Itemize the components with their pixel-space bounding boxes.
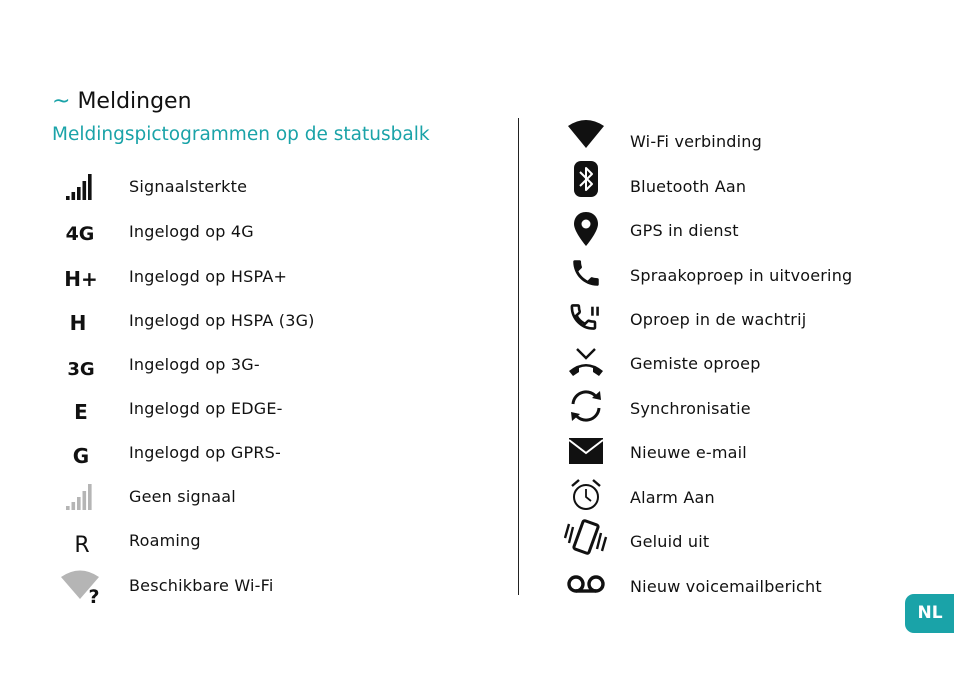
list-item xyxy=(564,344,924,384)
vibrate-icon xyxy=(564,522,608,562)
item-label: Synchronisatie xyxy=(630,399,751,418)
signal-full-icon xyxy=(58,167,102,207)
item-label: GPS in dienst xyxy=(630,221,739,240)
title-tilde: ~ xyxy=(52,89,71,114)
svg-text:4G: 4G xyxy=(65,223,95,245)
item-label: Alarm Aan xyxy=(630,488,715,507)
list-item xyxy=(58,477,498,517)
item-label: Ingelogd op GPRS- xyxy=(129,443,282,462)
item-label: Ingelogd op 4G xyxy=(129,222,254,241)
title-text: Meldingen xyxy=(77,89,192,114)
list-item xyxy=(564,256,924,296)
item-label: Wi-Fi verbinding xyxy=(630,132,762,151)
list-item xyxy=(564,389,924,429)
phone-call-icon xyxy=(564,256,608,296)
list-item xyxy=(58,212,498,252)
list-item xyxy=(58,566,498,606)
item-label: Geen signaal xyxy=(129,487,236,506)
list-item xyxy=(58,167,498,207)
svg-text:3G: 3G xyxy=(67,359,95,380)
network-h-icon xyxy=(58,301,102,341)
network-4g-icon xyxy=(58,212,102,252)
bluetooth-icon xyxy=(564,167,608,207)
list-item xyxy=(564,211,924,251)
item-label: Nieuw voicemailbericht xyxy=(630,577,822,596)
network-3g-icon xyxy=(58,345,102,385)
list-item xyxy=(564,167,924,207)
list-item xyxy=(564,122,924,162)
item-label: Ingelogd op HSPA+ xyxy=(129,267,288,286)
voicemail-icon xyxy=(564,567,608,607)
email-icon xyxy=(564,433,608,473)
item-label: Geluid uit xyxy=(630,532,710,551)
missed-call-icon xyxy=(564,344,608,384)
item-label: Spraakoproep in uitvoering xyxy=(630,266,853,285)
page-title xyxy=(52,88,192,116)
item-label: Ingelogd op EDGE- xyxy=(129,399,283,418)
svg-text:R: R xyxy=(74,533,90,556)
roaming-icon xyxy=(58,521,102,561)
network-edge-icon xyxy=(58,389,102,429)
sync-icon xyxy=(564,389,608,429)
item-label: Ingelogd op 3G- xyxy=(129,355,260,374)
item-label: Beschikbare Wi-Fi xyxy=(129,576,274,595)
item-label: Oproep in de wachtrij xyxy=(630,310,807,329)
list-item xyxy=(564,567,924,607)
svg-text:?: ? xyxy=(88,586,100,604)
list-item xyxy=(58,257,498,297)
list-item xyxy=(564,478,924,518)
column-divider xyxy=(518,118,519,595)
list-item xyxy=(58,301,498,341)
alarm-clock-icon xyxy=(564,478,608,518)
item-label: Signaalsterkte xyxy=(129,177,248,196)
item-label: Roaming xyxy=(129,531,201,550)
svg-text:E: E xyxy=(74,400,88,424)
svg-text:H+: H+ xyxy=(64,267,98,291)
list-item xyxy=(564,300,924,340)
svg-text:H: H xyxy=(69,311,87,335)
svg-text:G: G xyxy=(72,444,90,468)
call-on-hold-icon xyxy=(564,300,608,340)
list-item xyxy=(564,433,924,473)
wifi-icon xyxy=(564,122,608,162)
section-subtitle: Meldingspictogrammen op de statusbalk xyxy=(52,124,430,145)
list-item xyxy=(58,521,498,561)
no-signal-icon xyxy=(58,477,102,517)
network-hplus-icon xyxy=(58,257,102,297)
language-badge: NL xyxy=(905,594,954,633)
list-item xyxy=(564,522,924,562)
list-item xyxy=(58,345,498,385)
item-label: Nieuwe e-mail xyxy=(630,443,747,462)
network-gprs-icon xyxy=(58,433,102,473)
location-pin-icon xyxy=(564,211,608,251)
list-item xyxy=(58,433,498,473)
item-label: Ingelogd op HSPA (3G) xyxy=(129,311,315,330)
item-label: Bluetooth Aan xyxy=(630,177,747,196)
list-item xyxy=(58,389,498,429)
wifi-available-icon xyxy=(58,566,102,606)
item-label: Gemiste oproep xyxy=(630,354,761,373)
